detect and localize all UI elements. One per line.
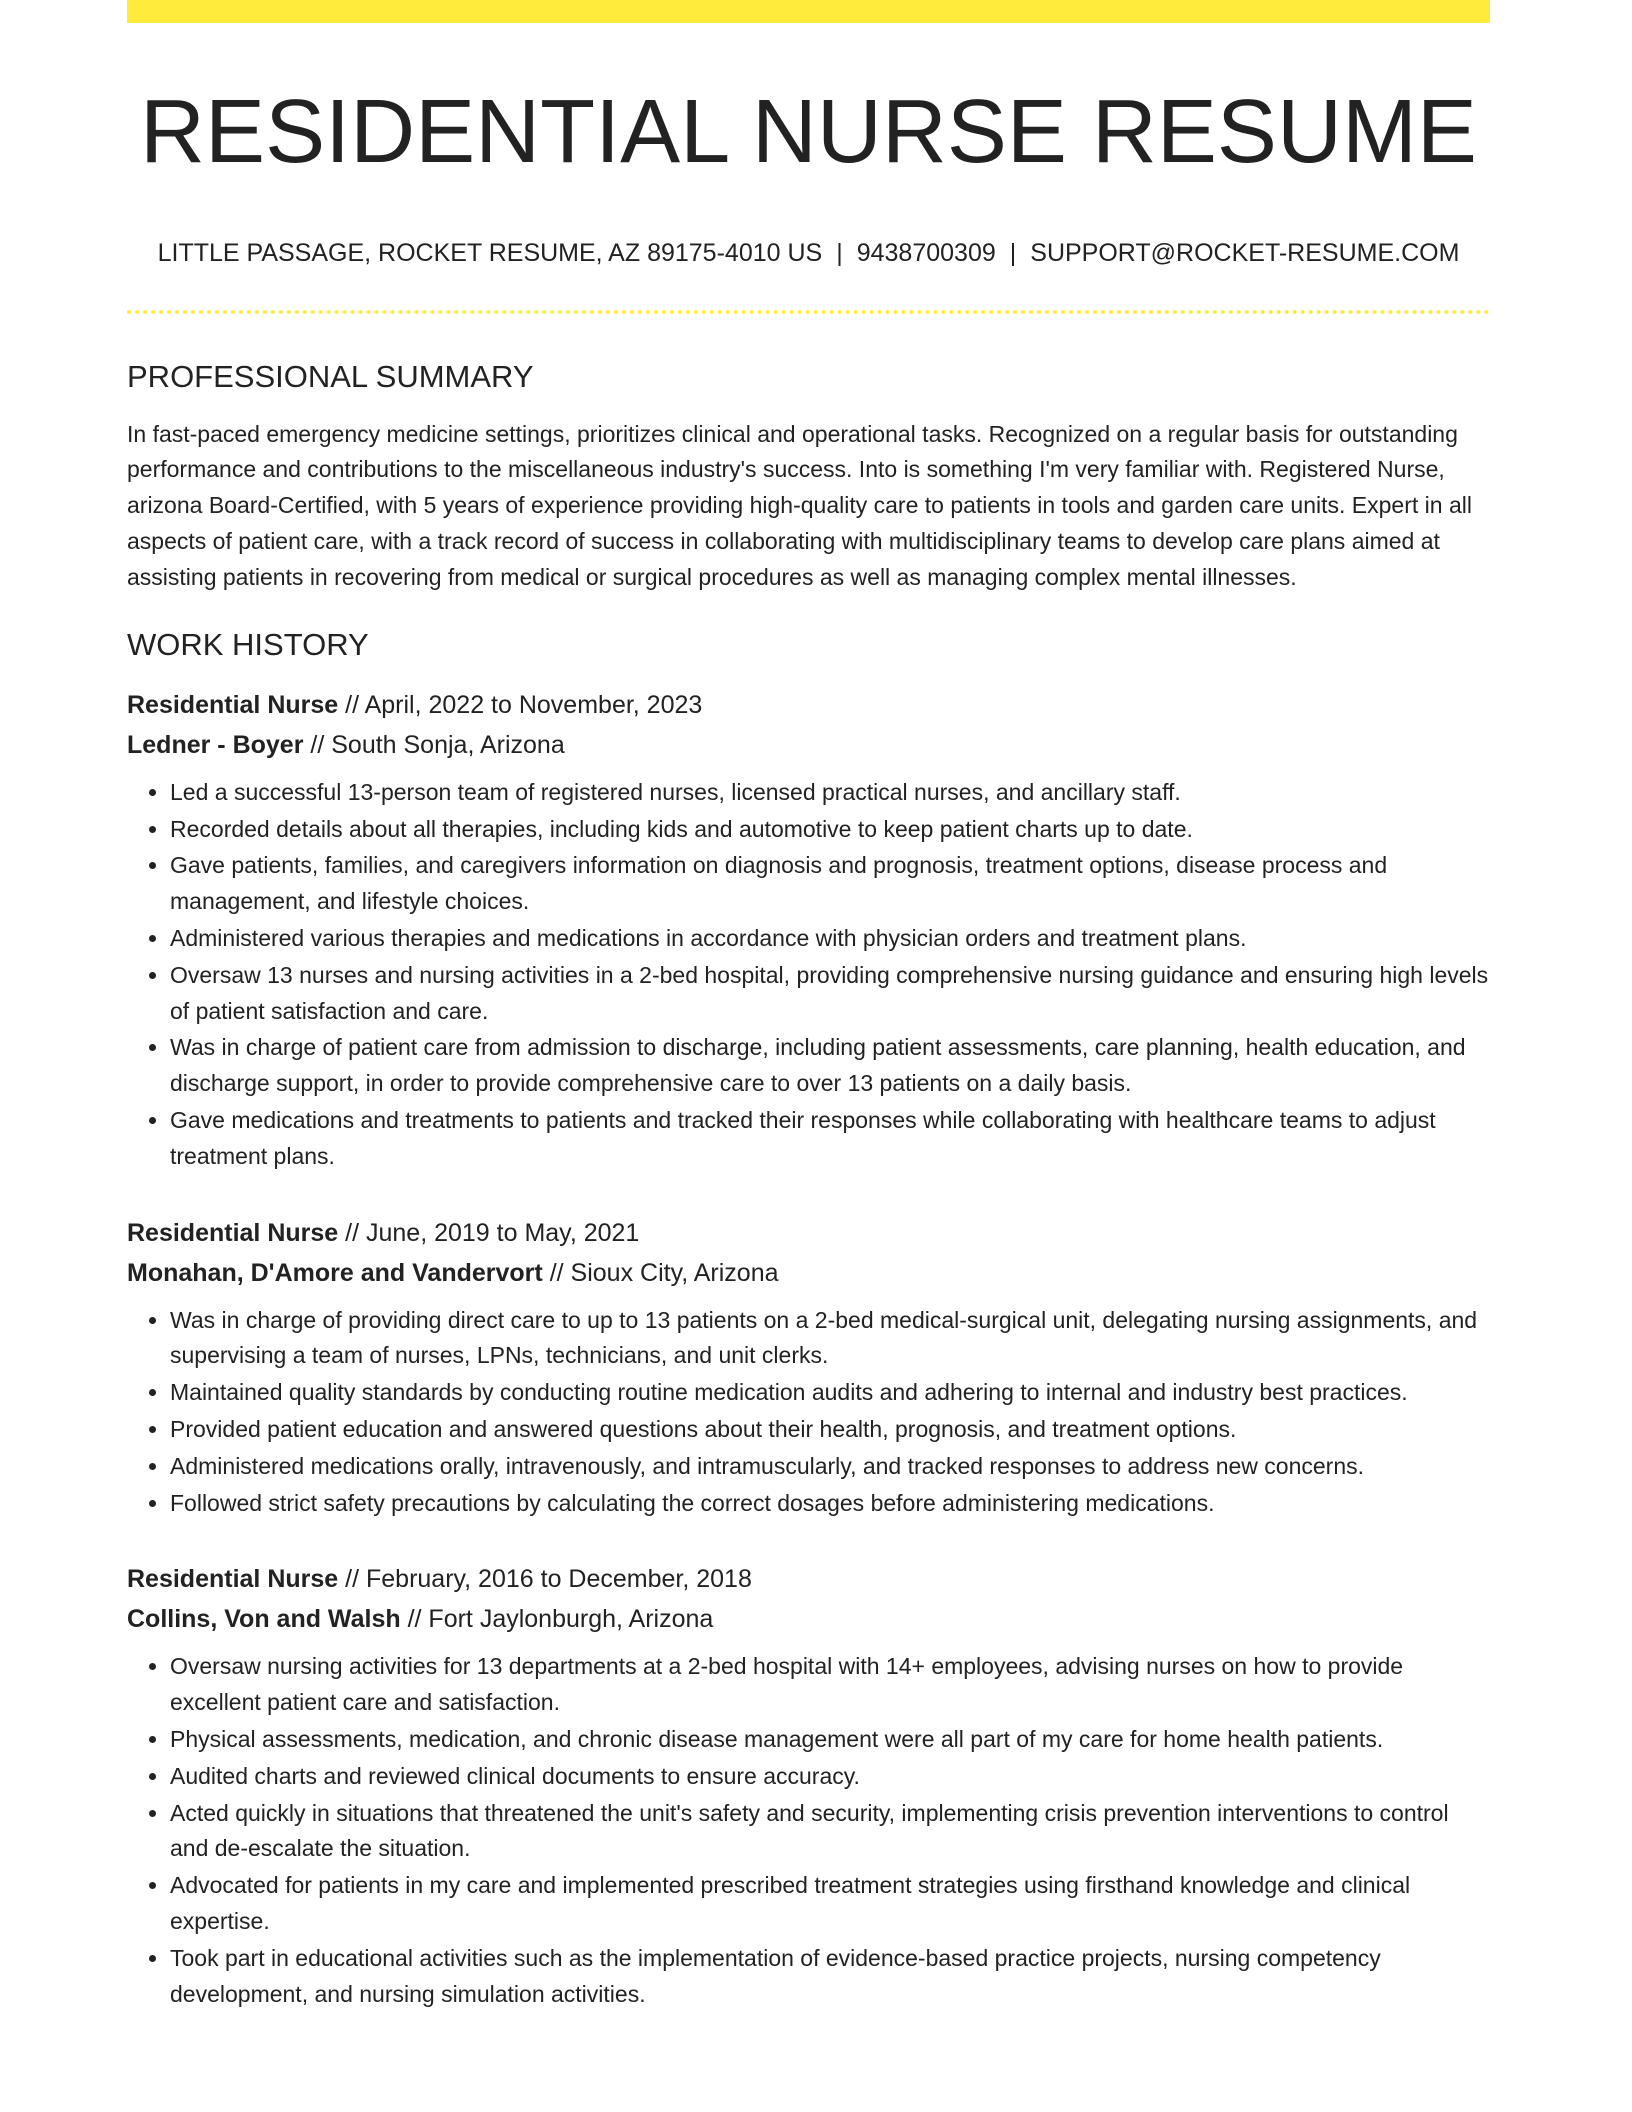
company-name: Ledner - Boyer — [127, 730, 304, 759]
job-bullet: • Oversaw nursing activities for 13 departments at a 2-bed hospital with 14+ employees, advising nurses on how to provide excellent patient care and satisfaction. — [170, 1649, 1490, 1721]
delimiter: // — [400, 1605, 429, 1634]
job-bullet: • Audited charts and reviewed clinical documents to ensure accuracy. — [170, 1759, 1490, 1795]
work-history-list — [127, 685, 1490, 2013]
job-entry — [127, 1559, 1490, 2012]
job-bullet: • Administered medications orally, intravenously, and intramuscularly, and tracked responses to address new concerns. — [170, 1449, 1490, 1485]
job-title-line — [127, 1559, 1490, 1599]
summary-text: In fast-paced emergency medicine settings, prioritizes clinical and operational tasks. Recognized on a regular basis for outstanding performance and contributions to the miscellaneous industry's success. Into is something I'm very familiar with. Registered Nurse, arizona Board-Certified, with 5 years of experience providing high-quality care to patients in tools and garden care units. Expert in all aspects of patient care, with a track record of success in collaborating with multidisciplinary teams to develop care plans aimed at assisting patients in recovering from medical or surgical procedures as well as managing complex mental illnesses. — [127, 420, 1472, 590]
job-company-line — [127, 1599, 1490, 1639]
job-location: South Sonja, Arizona — [331, 730, 565, 759]
job-bullet: • Led a successful 13-person team of registered nurses, licensed practical nurses, and ancillary staff. — [170, 775, 1490, 811]
delimiter: // — [338, 1565, 366, 1594]
job-entry — [127, 685, 1490, 1175]
job-dates: February, 2016 to December, 2018 — [365, 1565, 752, 1594]
job-bullet-list — [127, 775, 1490, 1175]
contact-address: LITTLE PASSAGE, ROCKET RESUME, AZ 89175-4010 US — [157, 239, 823, 267]
job-location: Sioux City, Arizona — [570, 1258, 779, 1287]
job-bullet: • Administered various therapies and medications in accordance with physician orders and treatment plans. — [170, 921, 1490, 957]
delimiter: // — [338, 690, 365, 719]
job-entry — [127, 1213, 1490, 1522]
job-bullet: • Maintained quality standards by conducting routine medication audits and adhering to internal and industry best practices. — [170, 1375, 1490, 1411]
company-name: Monahan, D'Amore and Vandervort — [127, 1258, 543, 1287]
contact-separator: | — [836, 239, 843, 267]
job-bullet: • Physical assessments, medication, and chronic disease management were all part of my care for home health patients. — [170, 1722, 1490, 1758]
work-history-heading: WORK HISTORY — [127, 626, 369, 662]
resume-page — [127, 0, 1490, 2013]
job-bullet: • Took part in educational activities such as the implementation of evidence-based practice projects, nursing competency development, and nursing simulation activities. — [170, 1941, 1490, 2013]
job-bullet: • Gave patients, families, and caregivers information on diagnosis and prognosis, treatment options, disease process and management, and lifestyle choices. — [170, 848, 1490, 920]
job-bullet: • Provided patient education and answered questions about their health, prognosis, and treatment options. — [170, 1412, 1490, 1448]
job-title: Residential Nurse — [127, 690, 339, 719]
job-bullet: • Recorded details about all therapies, including kids and automotive to keep patient charts up to date. — [170, 812, 1490, 848]
job-title-line — [127, 685, 1490, 725]
contact-line — [127, 237, 1490, 270]
company-name: Collins, Von and Walsh — [127, 1605, 401, 1634]
job-title: Residential Nurse — [127, 1218, 339, 1247]
delimiter: // — [303, 730, 332, 759]
top-accent-bar — [127, 0, 1490, 23]
dotted-divider — [127, 310, 1490, 314]
job-location: Fort Jaylonburgh, Arizona — [428, 1605, 714, 1634]
job-bullet: • Gave medications and treatments to patients and tracked their responses while collaborating with healthcare teams to adjust treatment plans. — [170, 1103, 1490, 1175]
summary-heading: PROFESSIONAL SUMMARY — [127, 358, 534, 394]
job-company-line — [127, 725, 1490, 765]
job-bullet: • Followed strict safety precautions by calculating the correct dosages before administering medications. — [170, 1486, 1490, 1522]
job-dates: April, 2022 to November, 2023 — [364, 690, 703, 719]
job-company-line — [127, 1253, 1490, 1293]
job-bullet-list — [127, 1649, 1490, 2012]
job-bullet: • Acted quickly in situations that threatened the unit's safety and security, implementing crisis prevention interventions to control and de-escalate the situation. — [170, 1796, 1490, 1868]
job-bullet: • Was in charge of providing direct care to up to 13 patients on a 2-bed medical-surgical unit, delegating nursing assignments, and supervising a team of nurses, LPNs, technicians, and unit clerks. — [170, 1303, 1490, 1375]
job-dates: June, 2019 to May, 2021 — [365, 1218, 640, 1247]
job-bullet-list — [127, 1303, 1490, 1522]
job-bullet: • Was in charge of patient care from admission to discharge, including patient assessments, care planning, health education, and discharge support, in order to provide comprehensive care to over 13 patients on a daily basis. — [170, 1030, 1490, 1102]
contact-email: SUPPORT@ROCKET-RESUME.COM — [1030, 239, 1460, 267]
job-bullet: • Oversaw 13 nurses and nursing activities in a 2-bed hospital, providing comprehensive nursing guidance and ensuring high levels of patient satisfaction and care. — [170, 958, 1490, 1030]
resume-title: RESIDENTIAL NURSE RESUME — [140, 82, 1477, 182]
delimiter: // — [542, 1258, 571, 1287]
contact-separator: | — [1009, 239, 1017, 267]
contact-phone: 9438700309 — [856, 239, 996, 267]
job-title: Residential Nurse — [127, 1565, 339, 1594]
job-bullet: • Advocated for patients in my care and implemented prescribed treatment strategies using firsthand knowledge and clinical expertise. — [170, 1868, 1490, 1940]
job-title-line — [127, 1213, 1490, 1253]
delimiter: // — [338, 1218, 366, 1247]
